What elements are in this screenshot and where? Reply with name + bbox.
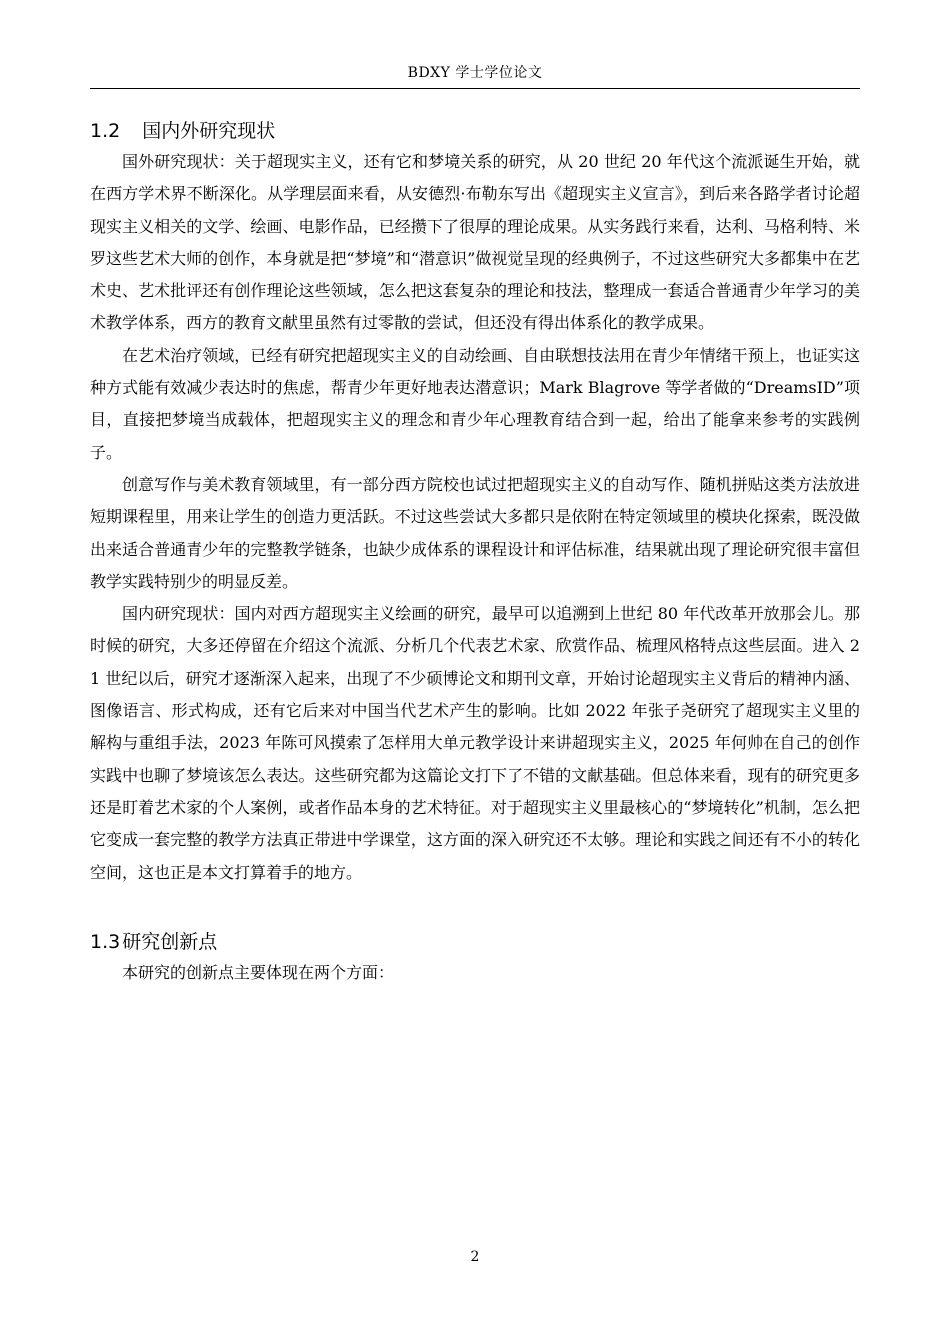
page-header: BDXY 学士学位论文: [407, 65, 543, 81]
paragraph-foreign-research: 国外研究现状：关于超现实主义，还有它和梦境关系的研究，从 20 世纪 20 年代这个流派诞生开始，就在西方学术界不断深化。从学理层面来看，从安德烈·布勒东写出《超现实主义宣言》，到后来各路学者讨论超现实主义相关的文学、绘画、电影作品，已经攒下了很厚的理论成果。从实务践行来看，达利、马格利特、米罗这些艺术大师的创作，本身就是把“梦境”和“潜意识”做视觉呈现的经典例子，不过这些研究大多都集中在艺术史、艺术批评还有创作理论这些领域，怎么把这套复杂的理论和技法，整理成一套适合普通青少年学习的美术教学体系，西方的教育文献里虽然有过零散的尝试，但还没有得出体系化的教学成果。: [90, 152, 860, 333]
section-heading-1-3: [90, 927, 860, 957]
paragraph-domestic-research: 国内研究现状：国内对西方超现实主义绘画的研究，最早可以追溯到上世纪 80 年代改革开放那会儿。那时候的研究，大多还停留在介绍这个流派、分析几个代表艺术家、欣赏作品、梳理风格特点这些层面。进入 21 世纪以后，研究才逐渐深入起来，出现了不少硕博论文和期刊文章，开始讨论超现实主义背后的精神内涵、图像语言、形式构成，还有它后来对中国当代艺术产生的影响。比如 2022 年张子尧研究了超现实主义里的解构与重组手法，2023 年陈可风摸索了怎样用大单元教学设计来讲超现实主义，2025 年何帅在自己的创作实践中也聊了梦境该怎么表达。这些研究都为这篇论文打下了不错的文献基础。但总体来看，现有的研究更多还是盯着艺术家的个人案例，或者作品本身的艺术特征。对于超现实主义里最核心的“梦境转化”机制，怎么把它变成一套完整的教学方法真正带进中学课堂，这方面的深入研究还不太够。理论和实践之间还有不小的转化空间，这也正是本文打算着手的地方。: [90, 604, 860, 882]
section-title: 研究创新点: [122, 930, 218, 953]
section-heading-1-2: [90, 116, 860, 146]
paragraph-art-therapy: 在艺术治疗领域，已经有研究把超现实主义的自动绘画、自由联想技法用在青少年情绪干预上，也证实这种方式能有效减少表达时的焦虑，帮青少年更好地表达潜意识；Mark Blagrove 等学者做的“DreamsID”项目，直接把梦境当成载体，把超现实主义的理念和青少年心理教育结合到一起，给出了能拿来参考的实践例子。: [90, 345, 860, 462]
section-title: 国内外研究现状: [142, 120, 276, 142]
section-number: 1.3: [90, 930, 121, 953]
section-number: 1.2: [90, 120, 121, 142]
header-rule: [90, 88, 860, 89]
page-content: [90, 116, 860, 989]
paragraph-innovation-intro: 本研究的创新点主要体现在两个方面：: [122, 962, 395, 982]
paragraph-creative-writing: 创意写作与美术教育领域里，有一部分西方院校也试过把超现实主义的自动写作、随机拼贴这类方法放进短期课程里，用来让学生的创造力更活跃。不过这些尝试大多都只是依附在特定领域里的模块化探索，既没做出来适合普通青少年的完整教学链条，也缺少成体系的课程设计和评估标准，结果就出现了理论研究很丰富但教学实践特别少的明显反差。: [90, 474, 860, 591]
page-number: 2: [470, 1249, 480, 1265]
